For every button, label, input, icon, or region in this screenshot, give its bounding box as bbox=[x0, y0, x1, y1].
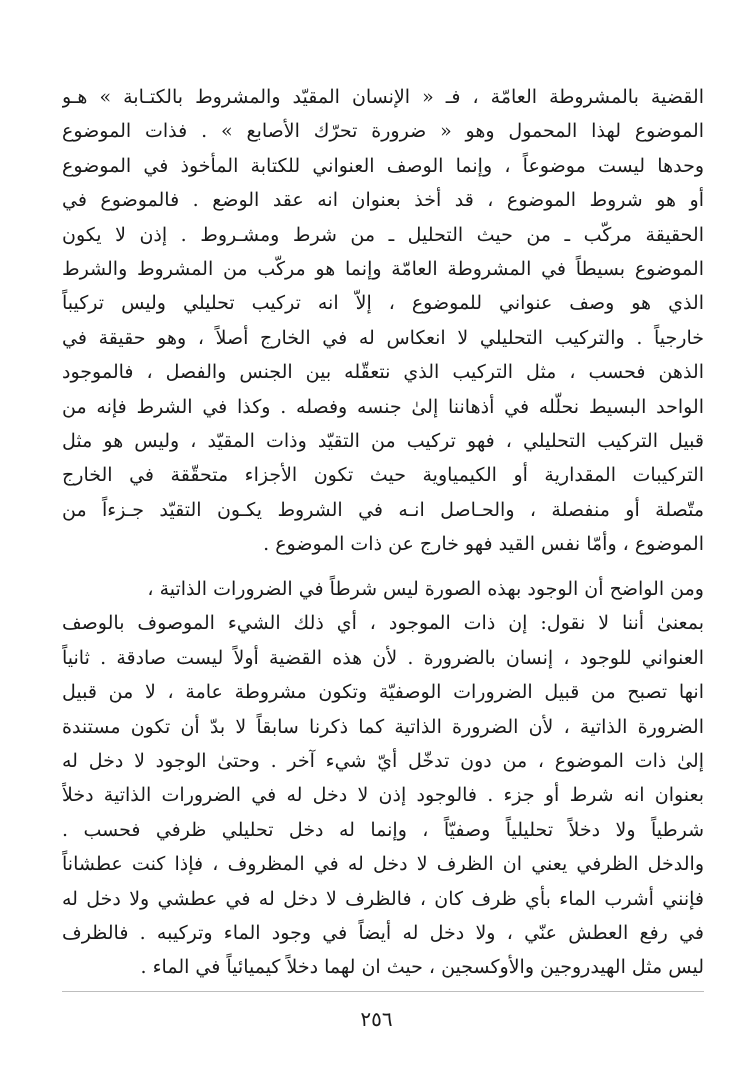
text-line: وحدها ليست موضوعاً ، وإنما الوصف العنواني للكتابة المأخوذ في الموضوع bbox=[62, 154, 704, 177]
text-line: إلىٰ ذات الموضوع ، من دون تدخّل أيّ شيء آخر . وحتىٰ الوجود لا دخل له bbox=[62, 749, 704, 772]
text-line: أو هو شروط الموضوع ، قد أخذ بعنوان انه عقد الوضع . فالموضوع في bbox=[62, 189, 704, 212]
text-line: بمعنىٰ أننا لا نقول: إن ذات الموجود ، أي ذلك الشيء الموصوف بالوصف bbox=[62, 612, 704, 635]
text-line: الموضوع بسيطاً في المشروطة العامّة وإنما هو مركّب من المشروط والشرط bbox=[62, 257, 704, 280]
text-line: ليس مثل الهيدروجين والأوكسجين ، حيث ان لهما دخلاً كيميائياً في الماء . bbox=[140, 956, 704, 979]
text-line: الذي هو وصف عنواني للموضوع ، إلاّ انه تركيب تحليلي وليس تركيباً bbox=[62, 292, 704, 315]
text-line: الموضوع ، وأمّا نفس القيد فهو خارج عن ذات الموضوع . bbox=[263, 533, 704, 556]
text-line: قبيل التركيب التحليلي ، فهو تركيب من التقيّد وذات المقيّد ، وليس هو مثل bbox=[62, 429, 704, 452]
text-line: بعنوان انه شرط أو جزء . فالوجود إذن لا دخل له في الضرورات الذاتية دخلاً bbox=[62, 784, 704, 807]
text-line: الحقيقة مركّب ـ من حيث التحليل ـ من شرط ومشـروط . إذن لا يكون bbox=[62, 223, 704, 246]
paragraph-1 bbox=[62, 80, 704, 561]
text-line: الواحد البسيط نحلّله في أذهاننا إلىٰ جنسه وفصله . وكذا في الشرط فإنه من bbox=[62, 395, 704, 418]
text-line: في رفع العطش عنّي ، ولا دخل له أيضاً في وجود الماء وتركيبه . فالظرف bbox=[62, 921, 704, 944]
text-line: انها تصبح من قبيل الضرورات الوصفيّة وتكون مشروطة عامة ، لا من قبيل bbox=[62, 681, 704, 704]
text-line: التركيبات المقدارية أو الكيمياوية حيث تكون الأجزاء متحقّقة في الخارج bbox=[62, 464, 704, 487]
text-line: الذهن فحسب ، مثل التركيب الذي نتعقّله بين الجنس والفصل ، فالموجود bbox=[62, 361, 704, 384]
paragraph-2 bbox=[62, 572, 704, 985]
text-line: شرطياً ولا دخلاً تحليلياً وصفيّاً ، وإنما له دخل تحليلي ظرفي فحسب . bbox=[62, 818, 704, 841]
text-line: فإنني أشرب الماء بأي ظرف كان ، فالظرف لا دخل له في عطشي ولا دخل له bbox=[62, 887, 704, 910]
text-line: متّصلة أو منفصلة ، والحـاصل انـه في الشروط يكـون التقيّد جـزءاً من bbox=[62, 498, 704, 521]
text-line: القضية بالمشروطة العامّة ، فـ « الإنسان المقيّد والمشروط بالكتـابة » هـو bbox=[62, 86, 704, 108]
text-line: العنواني للوجود ، إنسان بالضرورة . لأن هذه القضية أولاً ليست صادقة . ثانياً bbox=[62, 646, 704, 669]
text-line: الموضوع لهذا المحمول وهو « ضرورة تحرّك الأصابع » . فذات الموضوع bbox=[62, 120, 704, 143]
page-number: ٢٥٦ bbox=[360, 1007, 393, 1031]
text-line: ومن الواضح أن الوجود بهذه الصورة ليس شرطاً في الضرورات الذاتية ، bbox=[147, 578, 704, 600]
page-divider bbox=[62, 991, 704, 992]
text-line: الضرورة الذاتية ، لأن الضرورة الذاتية كما ذكرنا سابقاً لا بدّ أن تكون مستندة bbox=[62, 715, 704, 738]
text-line: والدخل الظرفي يعني ان الظرف لا دخل له في المظروف ، فإذا كنت عطشاناً bbox=[62, 853, 704, 876]
text-line: خارجياً . والتركيب التحليلي لا انعكاس له في الخارج أصلاً ، وهو حقيقة في bbox=[62, 326, 704, 349]
